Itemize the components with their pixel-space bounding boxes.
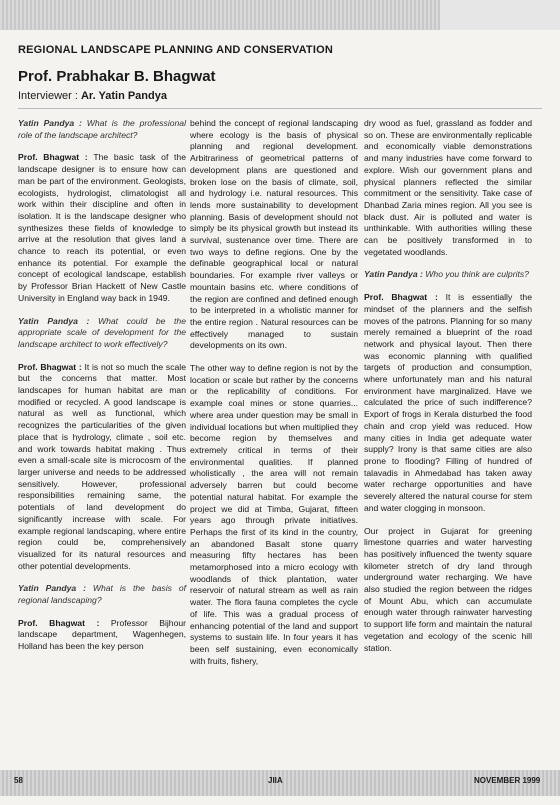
speaker: Yatin Pandya : (364, 269, 426, 280)
section-title: REGIONAL LANDSCAPE PLANNING AND CONSERVATION (18, 44, 333, 56)
author-name: Prof. Prabhakar B. Bhagwat (18, 68, 216, 85)
speaker: Yatin Pandya : (18, 315, 98, 326)
paragraph-text: Professor Bijhour landscape department, Wagenhegen, Holland has been the key person (18, 617, 186, 652)
paragraph (18, 152, 186, 304)
column-1 (18, 118, 186, 664)
paragraph (18, 316, 186, 351)
top-decorative-band (0, 0, 560, 30)
paragraph-text: What could be the appropriate scale of development for the landscape architect to work effectively? (18, 315, 186, 349)
speaker: Prof. Bhagwat : (18, 152, 94, 163)
paragraph-text: Who you think are culprits? (425, 269, 529, 280)
paragraph-text: Our project in Gujarat for greening limestone quarries and water harvesting has positively influenced the twenty square kilometer stretch of dry land through underground water recharging. We have also studied the region between the ridges of Mount Abu, which can accumulate enough water through rainwater harvesting to support life form and maintain the natural vegetation and ecology of the scenic hill station. (364, 525, 532, 653)
paragraph (364, 269, 532, 281)
header-divider (18, 108, 542, 109)
paragraph (18, 118, 186, 141)
paragraph-text: The basic task of the landscape designer is to ensure how can man be part of the environment. Geologists, ecologists, hydrologist, climatologist all work within their discipline and often in isolation. It is the landscape designer who synthesizes these fields of knowledge to arrive at the resolution that gives land a chance to reach its potential, or even enhance its potential. For example the concept of ecological landscape, establish by Professor Brian Hackett of New Castle University in England way back in 1949. (18, 152, 186, 303)
paragraph (364, 118, 532, 258)
speaker: Prof. Bhagwat : (364, 292, 446, 303)
paragraph-text: The other way to define region is not by the location or scale but rather by the concerns or the replicability of conditions. For example coal mines or stone quarries... where area under question may be small in individual locations but when multiplied they become region by themselves and extremely critical in terms of their environmental qualities. If planned wholistically , the area will not remain adversely barren but could become potential natural habitat. For example the project we did at Timba, Gujarat, fifteen years ago through private initiatives. Perhaps the first of its kind in the country, an abandoned Basalt stone quarry measuring fifty hectares has been metamorphosed into a micro ecology with woodlands of thick plantation, water reservoir of natural stream as well as rain water. The flora fauna completes the cycle of life. This was a gradual process of enhancing potential of the land and support systems to sustain life. In four years it has been self sustaining, even economically with fruits, fishery, (190, 363, 358, 666)
paragraph-text: What is the professional role of the landscape architect? (18, 118, 186, 140)
interviewer-label: Interviewer : (18, 90, 81, 102)
paragraph-text: behind the concept of regional landscaping where ecology is the basis of physical planning and regional development. Arbitrariness of geometrical patterns of development plans are questioned and broken lose on the basis of climate, soil, and hydrology i.e. natural resources. This lends more sustainability to development planning. Basis of development should not simply be its physical growth but instead its survival, sustenance over time. There are two ways to define regions. One by the definable geographical local or natural boundaries. For example river valleys or mountain basins etc. where conditions of the region are confined and defined enough to be interpreted in a wholistic manner for the entire region . Natural resources can be effectively managed to sustain developments on its own. (190, 118, 358, 351)
page-number: 58 (14, 776, 23, 785)
paragraph (364, 292, 532, 514)
column-2 (190, 118, 358, 678)
paragraph (190, 363, 358, 667)
issue-date: NOVEMBER 1999 (474, 776, 541, 785)
paragraph-text: What is the basis of regional landscaping? (18, 583, 186, 606)
paragraph (18, 583, 186, 606)
speaker: Yatin Pandya : (18, 118, 87, 128)
speaker: Yatin Pandya : (18, 583, 93, 594)
speaker: Prof. Bhagwat : (18, 617, 111, 628)
column-3 (364, 118, 532, 665)
paragraph (18, 618, 186, 653)
interviewer-name: Ar. Yatin Pandya (80, 90, 167, 102)
speaker: Prof. Bhagwat : (18, 361, 85, 372)
journal-name: JIIA (268, 776, 283, 785)
paragraph-text: dry wood as fuel, grassland as fodder and so on. These are environmentally replicable and economically viable demonstrations and many industries have come forward to explore. Wish our government plans and physical planners reflected the similar commitment or the sensitivity. Take case of Dhanbad Zaria mines region. All you see is black dust. Air is polluted and water is unthinkable. With authorities willing these can be positively transformed in to vegetated woodlands. (364, 118, 532, 257)
paragraph-text: It is not so much the scale but the concerns that matter. Most landscapes for human habitat are man modified or recycled. A good landscape is natural as well as functional, which recognizes the particularities of the given place that is hydrology, climate , soil etc. and work towards habitat making . Thus even a small-scale site is microcosm of the larger universe and needs to be addressed sensitively. However, professional responsibilities remaining same, the potentials of land development do significantly increase with scale. For example regional landscaping, where entire region could be, comprehensively visualized for its natural resources and other potential developments. (18, 361, 186, 571)
paragraph (18, 362, 186, 573)
paragraph (364, 526, 532, 655)
interviewer-line (18, 90, 167, 102)
paragraph (190, 118, 358, 352)
paragraph-text: It is essentially the mindset of the planners and the selfish moves of the patrons. Planning for so many merely remained a blueprint of the road network and physical layout. Then there was economic planning with qualified targets of production and consumption, where unfortunately man and his natural environment have marginalized. Have we calculated the price of such indifference? Export of frogs in Kerala disturbed the food chain and crop yield was reduced. How many cities in India get adequate water supply? Irony is that same cities are also prone to flooding? Filling of hundred of talavadis in Ahmedabad has taken away water recharge opportunities and have severely altered the natural course for stem and water clogging in monsoon. (364, 292, 532, 513)
